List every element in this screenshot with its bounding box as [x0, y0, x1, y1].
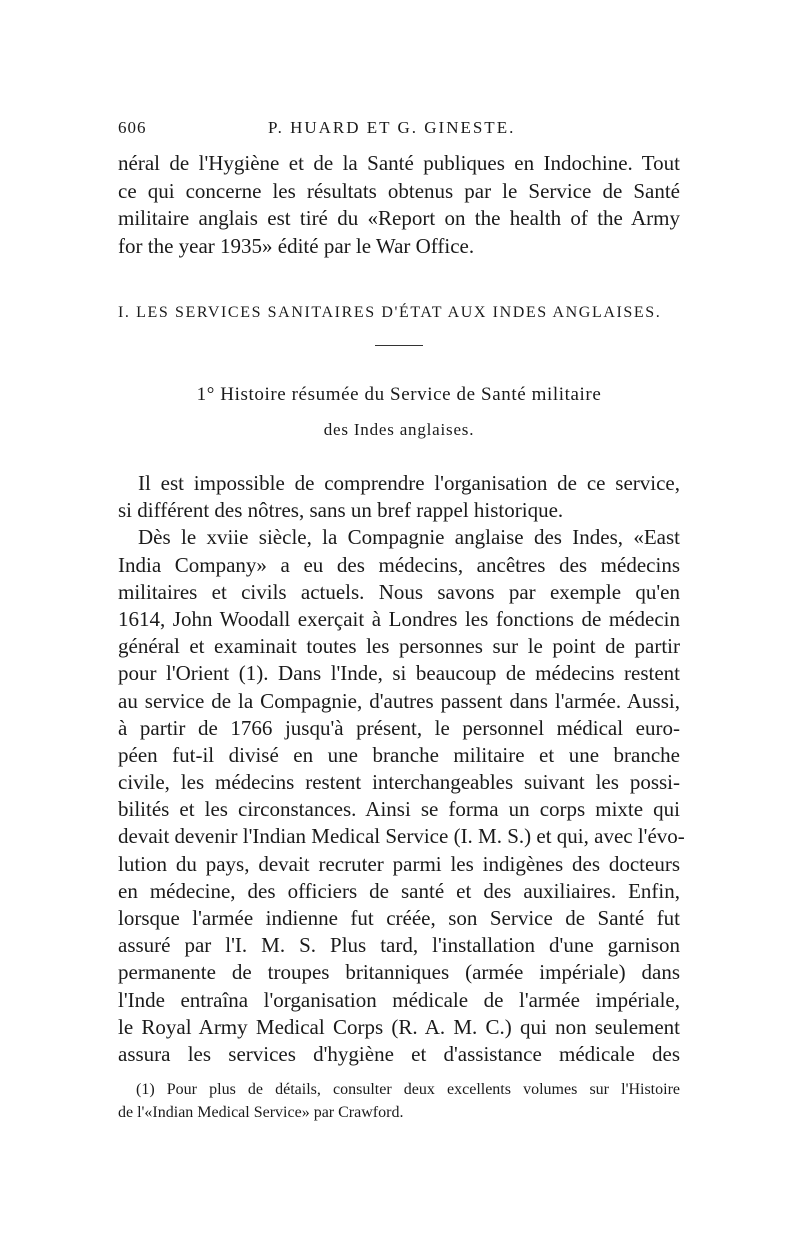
section-divider	[375, 345, 423, 346]
text-line: pour l'Orient (1). Dans l'Inde, si beaucoup de médecins restent	[118, 661, 680, 686]
text-line: for the year 1935» édité par le War Office.	[118, 233, 475, 258]
subsection-title-continued: des Indes anglaises.	[323, 420, 475, 439]
text-line: au service de la Compagnie, d'autres passent dans l'armée. Aussi,	[118, 688, 680, 713]
footnote	[118, 1078, 680, 1124]
page-number: 606	[118, 118, 147, 137]
text-line: en médecine, des officiers de santé et des auxiliaires. Enfin,	[118, 878, 680, 903]
text-line: Dès le xviie siècle, la Compagnie anglaise des Indes, «East	[138, 525, 680, 550]
text-line: général et examinait toutes les personnes sur le point de partir	[118, 634, 680, 659]
text-line: militaire anglais est tiré du «Report on the health of the Army	[118, 206, 680, 230]
text-line: lution du pays, devait recruter parmi les indigènes des docteurs	[118, 851, 680, 876]
text-line: ce qui concerne les résultats obtenus par le Service de Santé	[118, 178, 680, 203]
text-line: devait devenir l'Indian Medical Service (I. M. S.) et qui, avec l'évo-	[118, 824, 685, 849]
text-line: militaires et civils actuels. Nous savons par exemple qu'en	[118, 579, 680, 604]
text-line: civile, les médecins restent interchangeables suivant les possi-	[118, 770, 680, 795]
text-line: si différent des nôtres, sans un bref rappel historique.	[118, 498, 564, 523]
body-text	[118, 470, 685, 1068]
text-line: lorsque l'armée indienne fut créée, son Service de Santé fut	[118, 906, 680, 930]
text-line: India Company» a eu des médecins, ancêtres des médecins	[118, 552, 680, 577]
footnote-line: de l'«Indian Medical Service» par Crawford.	[118, 1104, 404, 1121]
section-title: I. LES SERVICES SANITAIRES D'ÉTAT AUX INDES ANGLAISES.	[118, 304, 662, 321]
text-line: le Royal Army Medical Corps (R. A. M. C.) qui non seulement	[118, 1014, 680, 1039]
subsection-title: 1° Histoire résumée du Service de Santé militaire	[196, 384, 602, 405]
text-line: l'Inde entraîna l'organisation médicale de l'armée impériale,	[118, 987, 680, 1012]
text-line: péen fut-il divisé en une branche militaire et une branche	[118, 742, 680, 767]
text-line: permanente de troupes britanniques (armée impériale) dans	[118, 960, 680, 985]
text-line: 1614, John Woodall exerçait à Londres les fonctions de médecin	[118, 606, 680, 631]
text-line: à partir de 1766 jusqu'à présent, le personnel médical euro-	[118, 715, 680, 740]
text-line: bilités et les circonstances. Ainsi se forma un corps mixte qui	[118, 797, 680, 822]
text-line: assuré par l'I. M. S. Plus tard, l'installation d'une garnison	[118, 933, 680, 958]
running-title: P. HUARD ET G. GINESTE.	[268, 118, 516, 137]
footnote-line: (1) Pour plus de détails, consulter deux excellents volumes sur l'Histoire	[136, 1081, 680, 1098]
intro-paragraph	[118, 150, 680, 260]
text-line: assura les services d'hygiène et d'assistance médicale des	[118, 1041, 680, 1066]
text-line: néral de l'Hygiène et de la Santé publiques en Indochine. Tout	[118, 151, 680, 175]
text-line: Il est impossible de comprendre l'organisation de ce service,	[138, 471, 680, 495]
